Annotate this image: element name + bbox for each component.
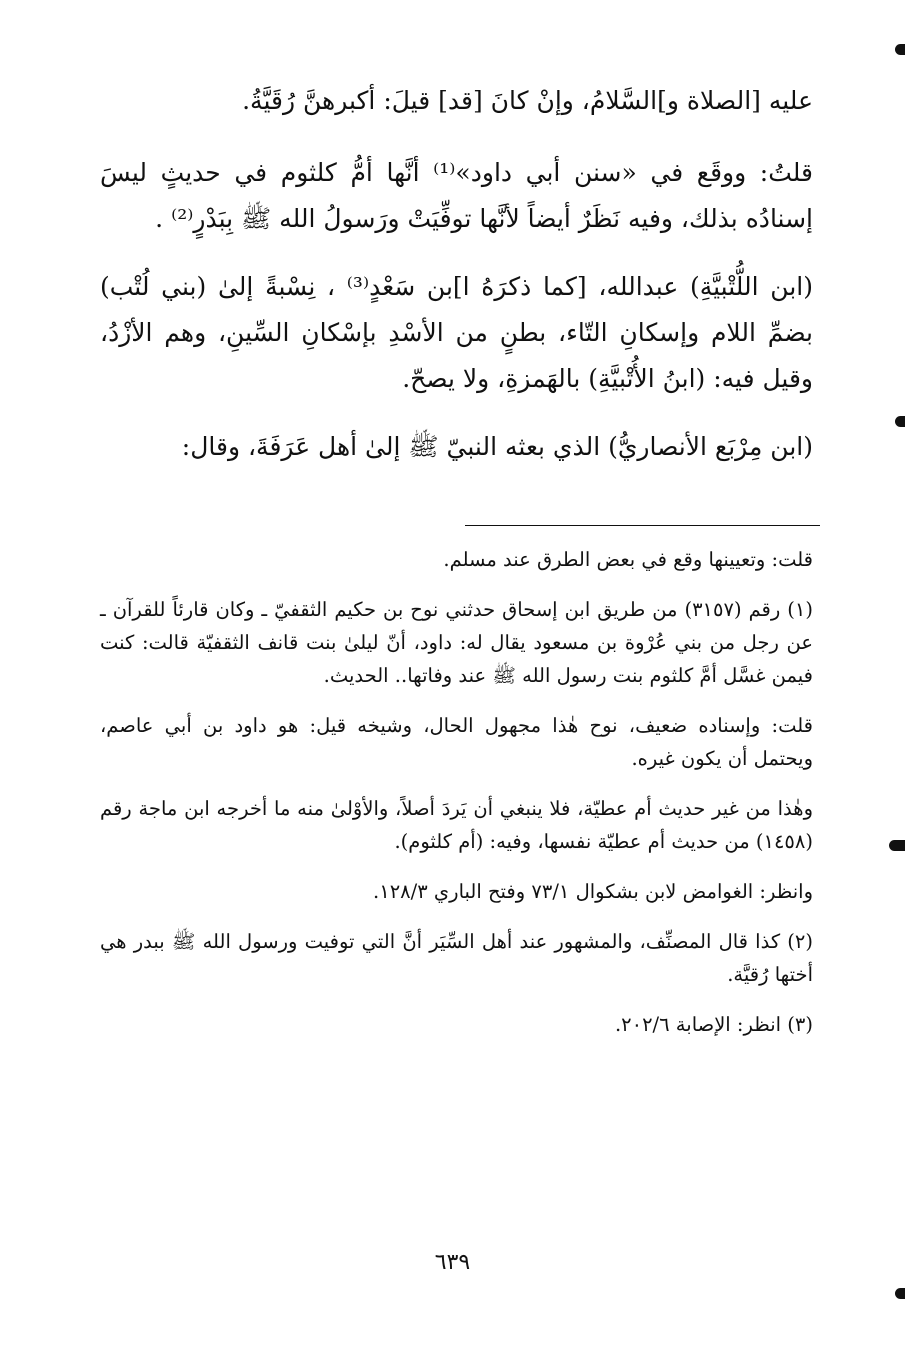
main-text — [100, 78, 813, 492]
footnote-paragraph: قلت: وتعيينها وقع في بعض الطرق عند مسلم. — [443, 548, 813, 571]
page-edge-mark — [895, 1288, 905, 1299]
footnote-separator — [465, 525, 820, 526]
page-edge-mark — [895, 416, 905, 427]
footnote-paragraph: وانظر: الغوامض لابن بشكوال ٧٣/١ وفتح الباري ١٢٨/٣. — [373, 880, 813, 903]
footnote-paragraph: (١) رقم (٣١٥٧) من طريق ابن إسحاق حدثني نوح بن حكيم الثقفيّ ـ وكان قارئاً للقرآن ـ عن رجل من بني عُرْوة بن مسعود يقال له: داود، أنّ ليلىٰ بنت قانف الثقفيّة قالت: كنت فيمن غسَّل أمَّ كلثوم بنت رسول الله ﷺ عند وفاتها.. الحديث. — [100, 598, 813, 687]
footnotes — [100, 543, 813, 1058]
footnote-paragraph: (٣) انظر: الإصابة ٢٠٢/٦. — [614, 1013, 813, 1036]
footnote-paragraph: (٢) كذا قال المصنِّف، والمشهور عند أهل السِّيَر أنَّ التي توفيت ورسول الله ﷺ ببدر هي أختها رُقيَّة. — [100, 930, 813, 986]
main-paragraph: عليه [الصلاة و]السَّلامُ، وإنْ كانَ [قد] قيلَ: أكبرهنَّ رُقَيَّةُ. — [242, 86, 813, 115]
footnote-paragraph: وهٰذا من غير حديث أم عطيّة، فلا ينبغي أن يَردَ أصلاً، والأوْلىٰ منه ما أخرجه ابن ماجة رقم (١٤٥٨) من حديث أم عطيّة نفسها، وفيه: (أم كلثوم). — [100, 797, 813, 853]
main-paragraph: (ابن مِرْبَع الأنصاريُّ) الذي بعثه النبيّ ﷺ إلىٰ أهل عَرَفَةَ، وقال: — [181, 432, 813, 461]
main-paragraph: قلتُ: ووقَع في «سنن أبي داود»⁽¹⁾ أنَّها أمُّ كلثوم في حديثٍ ليسَ إسنادُه بذلك، وفيه نَظَرٌ أيضاً لأنَّها توفِّيَتْ ورَسولُ الله ﷺ بِبَدْرٍ⁽²⁾ . — [100, 158, 813, 233]
footnote-paragraph: قلت: وإسناده ضعيف، نوح هٰذا مجهول الحال، وشيخه قيل: هو داود بن أبي عاصم، ويحتمل أن يكون غيره. — [100, 714, 813, 770]
page-edge-mark — [895, 44, 905, 55]
page-edge-mark — [889, 840, 905, 851]
page-number: ٦٣٩ — [434, 1250, 471, 1275]
main-paragraph: (ابن اللُّتْبيَّةِ) عبدالله، [كما ذكرَهُ ا]بن سَعْدٍ⁽³⁾ ، نِسْبةً إلىٰ (بني لُتْب) بضمِّ اللام وإسكانِ التّاء، بطنٍ من الأسْدِ بإسْكانِ السِّينِ، وهم الأزْدُ، وقيل فيه: (ابنُ الأُتْبيَّةِ) بالهَمزةِ، ولا يصحّ. — [100, 272, 813, 393]
